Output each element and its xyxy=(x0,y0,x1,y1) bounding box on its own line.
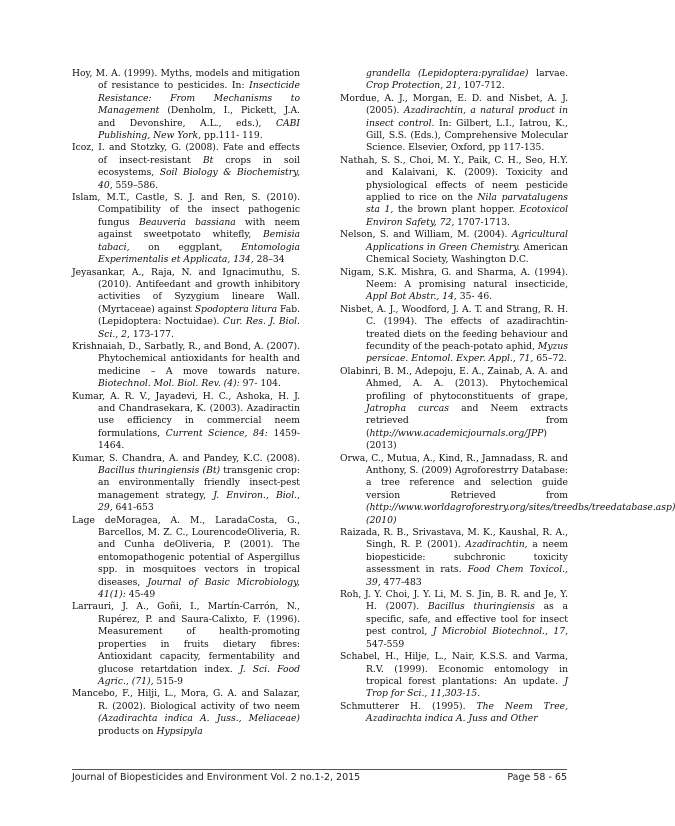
reference-text: Mancebo, F., Hilji, L., Mora, G. A. and Salazar, R. (2002). Biological activity of two neem xyxy=(72,688,300,712)
reference-text: 477-483 xyxy=(380,576,422,588)
reference-entry xyxy=(340,93,568,155)
reference-entry xyxy=(340,68,568,93)
reference-text: Nelson, S. and William, M. (2004). xyxy=(340,229,512,241)
reference-text: Roh, J. Y. Choi, J. Y. Li, M. S. Jin, B. R. and Je, Y. H. (2007). xyxy=(340,589,568,613)
footer-journal-title: Journal of Biopesticides and Environment Vol. 2 no.1-2, 2015 xyxy=(72,772,361,783)
reference-text: the brown plant hopper. xyxy=(393,204,520,216)
reference-text: 515-9 xyxy=(153,675,183,687)
reference-text: larvae. xyxy=(528,68,568,79)
reference-italic-text: Jatropha curcas xyxy=(366,402,449,414)
reference-italic-text: Azadirachtin, a natural product in insect control. xyxy=(366,105,568,129)
reference-entry xyxy=(72,453,300,515)
reference-italic-text: Crop Protection, 21, xyxy=(366,80,461,92)
reference-entry xyxy=(340,267,568,304)
reference-italic-text: (http://www.worldagroforestry.org/sites/treedbs/treedatabase.asp) (2010) xyxy=(366,502,675,526)
reference-text: 97- 104. xyxy=(239,378,281,390)
reference-text: Icoz, I. and Stotzky, G. (2008). Fate and effects of insect-resistant xyxy=(72,142,300,166)
reference-text: crops in soil ecosystems, xyxy=(98,154,300,179)
reference-entry xyxy=(72,68,300,142)
reference-italic-text: J Trop for Sci., 11, xyxy=(366,675,568,700)
reference-italic-text: Agricultural Applications in Green Chemistry. xyxy=(366,229,568,253)
reference-text: Islam, M.T., Castle, S. J. and Ren, S. (2010). Compatibility of the insect pathogenic fungus xyxy=(72,192,300,228)
reference-italic-text: Insecticide Resistance: From Mechanisms to Management xyxy=(98,80,300,117)
reference-italic-text: Beauveria bassiana xyxy=(138,216,236,228)
reference-entry xyxy=(340,589,568,651)
reference-italic-text: Spodoptera litura xyxy=(194,303,278,315)
reference-entry xyxy=(340,701,568,726)
reference-text: Nigam, S.K. Mishra, G. and Sharma, A. (1994). Neem: A promising natural insecticide, xyxy=(340,266,568,290)
reference-text: a neem biopesticide: subchronic toxicity assessment in rats. xyxy=(366,539,568,576)
reference-italic-text: CABI Publishing, New York, xyxy=(98,117,300,142)
reference-italic-text: (Azadirachta indica A. Juss., Meliaceae) xyxy=(98,713,300,725)
reference-italic-text: 303-15. xyxy=(444,688,481,700)
reference-text: and Neem extracts retrieved from ( xyxy=(366,402,569,439)
reference-entry xyxy=(340,366,568,453)
reference-italic-text: J. Environ., Biol., 29, xyxy=(98,489,300,514)
reference-text: Larrauri, J. A., Goñi, I., Martín-Carrón, N., Rupérez, P. and Saura-Calixto, F. (1996). Measurement of health-promoting properties in fruits dietary fibres: Antioxidant capacity, fermentability and glucose retartdation index. xyxy=(72,601,300,675)
reference-text: 1459-1464. xyxy=(98,427,300,452)
reference-text: transgenic crop: an environmentally friendly insect-pest management strategy, xyxy=(98,465,300,501)
reference-italic-text: Bemisia tabaci, xyxy=(98,229,300,253)
reference-entry xyxy=(72,601,300,688)
reference-text: Schabel, H., Hilje, L., Nair, K.S.S. and Varma, R.V. (1999). Economic entomology in tropical forest plantations: An update. xyxy=(340,651,568,687)
reference-italic-text: Bacillus thuringiensis xyxy=(427,601,535,613)
reference-text: 45-49 xyxy=(125,589,156,601)
reference-text: 65–72. xyxy=(533,353,568,365)
reference-entry xyxy=(340,527,568,589)
reference-entry xyxy=(340,304,568,366)
reference-italic-text: Food Chem Toxicol., 39, xyxy=(366,564,568,588)
reference-text: Fab. (Lepidoptera: Noctuidae). xyxy=(98,303,300,328)
reference-text: 35- 46. xyxy=(456,291,493,303)
reference-italic-text: Current Science, 84: xyxy=(165,427,268,439)
reference-text: as a specific, safe, and effective tool for insect pest control, xyxy=(366,601,569,638)
reference-text: Olabinri, B. M., Adepoju, E. A., Zainab, A. A. and Ahmed, A. A. (2013). Phytochemical profiling of phytoconstituents of grape, xyxy=(340,365,568,402)
reference-italic-text: Azadirachtin, xyxy=(465,539,528,551)
reference-italic-text: http://www.academicjournals.org/JPP xyxy=(369,427,544,439)
reference-italic-text: Myzus persicae. Entomol. Exper. Appl., 71, xyxy=(366,340,568,365)
reference-entry xyxy=(340,452,675,527)
reference-italic-text: Bacillus thuringiensis (Bt) xyxy=(98,465,221,476)
reference-text: 28–34 xyxy=(253,254,285,266)
reference-entry xyxy=(72,515,300,602)
reference-entry xyxy=(72,142,300,192)
references-left-column xyxy=(72,68,300,738)
reference-italic-text: Bt xyxy=(202,154,214,166)
reference-text: 559–586. xyxy=(112,179,159,191)
page-footer xyxy=(72,769,567,783)
reference-italic-text: Biotechnol. Mol. Biol. Rev. (4): xyxy=(98,378,240,390)
reference-text: (Denholm, I., Pickett, J.A. and Devonshire, A.L., eds.), xyxy=(98,105,300,129)
reference-text: Nisbet, A. J., Woodford, J. A. T. and Strang, R. H. C. (1994). The effects of azadirachtin-treated diets on the feeding behaviour and fecundity of the peach-potato aphid, xyxy=(340,303,568,352)
reference-italic-text: Nila parvatalugens sta 1, xyxy=(366,192,568,216)
reference-text: products on xyxy=(98,725,157,737)
reference-text: pp.111- 119. xyxy=(201,130,263,142)
reference-italic-text: The Neem Tree, Azadirachta indica A. Juss and Other xyxy=(366,700,568,725)
references-right-column xyxy=(340,68,675,726)
reference-text: 173-177. xyxy=(129,328,174,340)
reference-entry xyxy=(72,341,300,391)
reference-text: Raizada, R. B., Srivastava, M. K., Kaushal, R. A., Singh, R. P. (2001). xyxy=(340,527,568,551)
reference-text: on eggplant, xyxy=(129,241,242,253)
reference-entry xyxy=(72,391,300,453)
footer-page-range: Page 58 - 65 xyxy=(507,772,567,783)
reference-entry xyxy=(72,688,300,738)
reference-italic-text: Journal of Basic Microbiology, 41(1): xyxy=(98,576,300,601)
reference-text: Mordue, A. J., Morgan, E. D. and Nisbet, A. J. (2005). xyxy=(340,92,568,117)
reference-text: Lage deMoragea, A. M., LaradaCosta, G., Barcellos, M. Z. C., LourencodeOliveria, R. and Cunha deOliveria, P. (2001). The entomopathogenic potential of Aspergillus spp. in mosquitoes vectors in tropical diseases, xyxy=(72,514,300,588)
reference-text: 1707-1713. xyxy=(454,216,510,228)
reference-text: Jeyasankar, A., Raja, N. and Ignacimuthu, S. (2010). Antifeedant and growth inhibitory activities of Syzygium lineare Wall. (Myrtaceae) against xyxy=(72,266,300,315)
reference-italic-text: Appl Bot Abstr., 14, xyxy=(366,291,457,303)
reference-text: Hoy, M. A. (1999). Myths, models and mitigation of resistance to pesticides. In: xyxy=(72,68,300,92)
reference-italic-text: Entomologia Experimentalis et Applicata, 134, xyxy=(98,241,300,266)
reference-entry xyxy=(72,267,300,341)
reference-text: Schmutterer H. (1995). xyxy=(340,700,477,712)
reference-text: Krishnaiah, D., Sarbatly, R., and Bond, A. (2007). Phytochemical antioxidants for health and medicine – A move towards nature. xyxy=(72,340,300,377)
reference-text: 547-559 xyxy=(366,638,405,650)
reference-italic-text: Soil Biology & Biochemistry, 40, xyxy=(98,167,300,191)
reference-italic-text: Cur. Res. J. Biol. Sci., 2, xyxy=(98,316,300,340)
reference-entry xyxy=(340,229,568,266)
reference-text: Orwa, C., Mutua, A., Kind, R., Jamnadass, R. and Anthony, S. (2009) Agroforestrry Database: a tree reference and selection guide version Retrieved from xyxy=(340,452,568,501)
reference-text: American Chemical Society, Washington D.C. xyxy=(366,241,568,266)
reference-text: In: Gilbert, L.I., Iatrou, K., Gill, S.S. (Eds.), Comprehensive Molecular Science. Elsevier, Oxford, pp 117-135. xyxy=(366,117,568,154)
reference-entry xyxy=(72,192,300,266)
reference-text: 107-712. xyxy=(460,80,505,92)
reference-italic-text: J. Sci. Food Agric., (71), xyxy=(98,663,300,687)
reference-italic-text: J Microbiol Biotechnol., 17, xyxy=(432,626,569,638)
reference-text: Kumar, S. Chandra, A. and Pandey, K.C. (2008). xyxy=(72,452,300,464)
reference-text: 641-653 xyxy=(112,502,154,514)
reference-italic-text: Ecotoxicol Environ Safety, 72, xyxy=(366,204,569,228)
reference-text: ) (2013) xyxy=(366,427,547,452)
reference-italic-text: grandella (Lepidoptera:pyralidae) xyxy=(366,68,529,79)
reference-text: Nathah, S. S., Choi, M. Y., Paik, C. H., Seo, H.Y. and Kalaivani, K. (2009). Toxicity and physiological effects of neem pesticide applied to rice on the xyxy=(340,154,568,204)
reference-text: Kumar, A. R. V., Jayadevi, H. C., Ashoka, H. J. and Chandrasekara, K. (2003). Azadiractin use efficiency in commercial neem formulations, xyxy=(72,390,300,439)
reference-entry xyxy=(340,651,568,701)
reference-italic-text: Hypsipyla xyxy=(156,725,203,737)
reference-entry xyxy=(340,155,568,229)
reference-text: with neem against sweetpotato whitefly, xyxy=(98,216,300,241)
